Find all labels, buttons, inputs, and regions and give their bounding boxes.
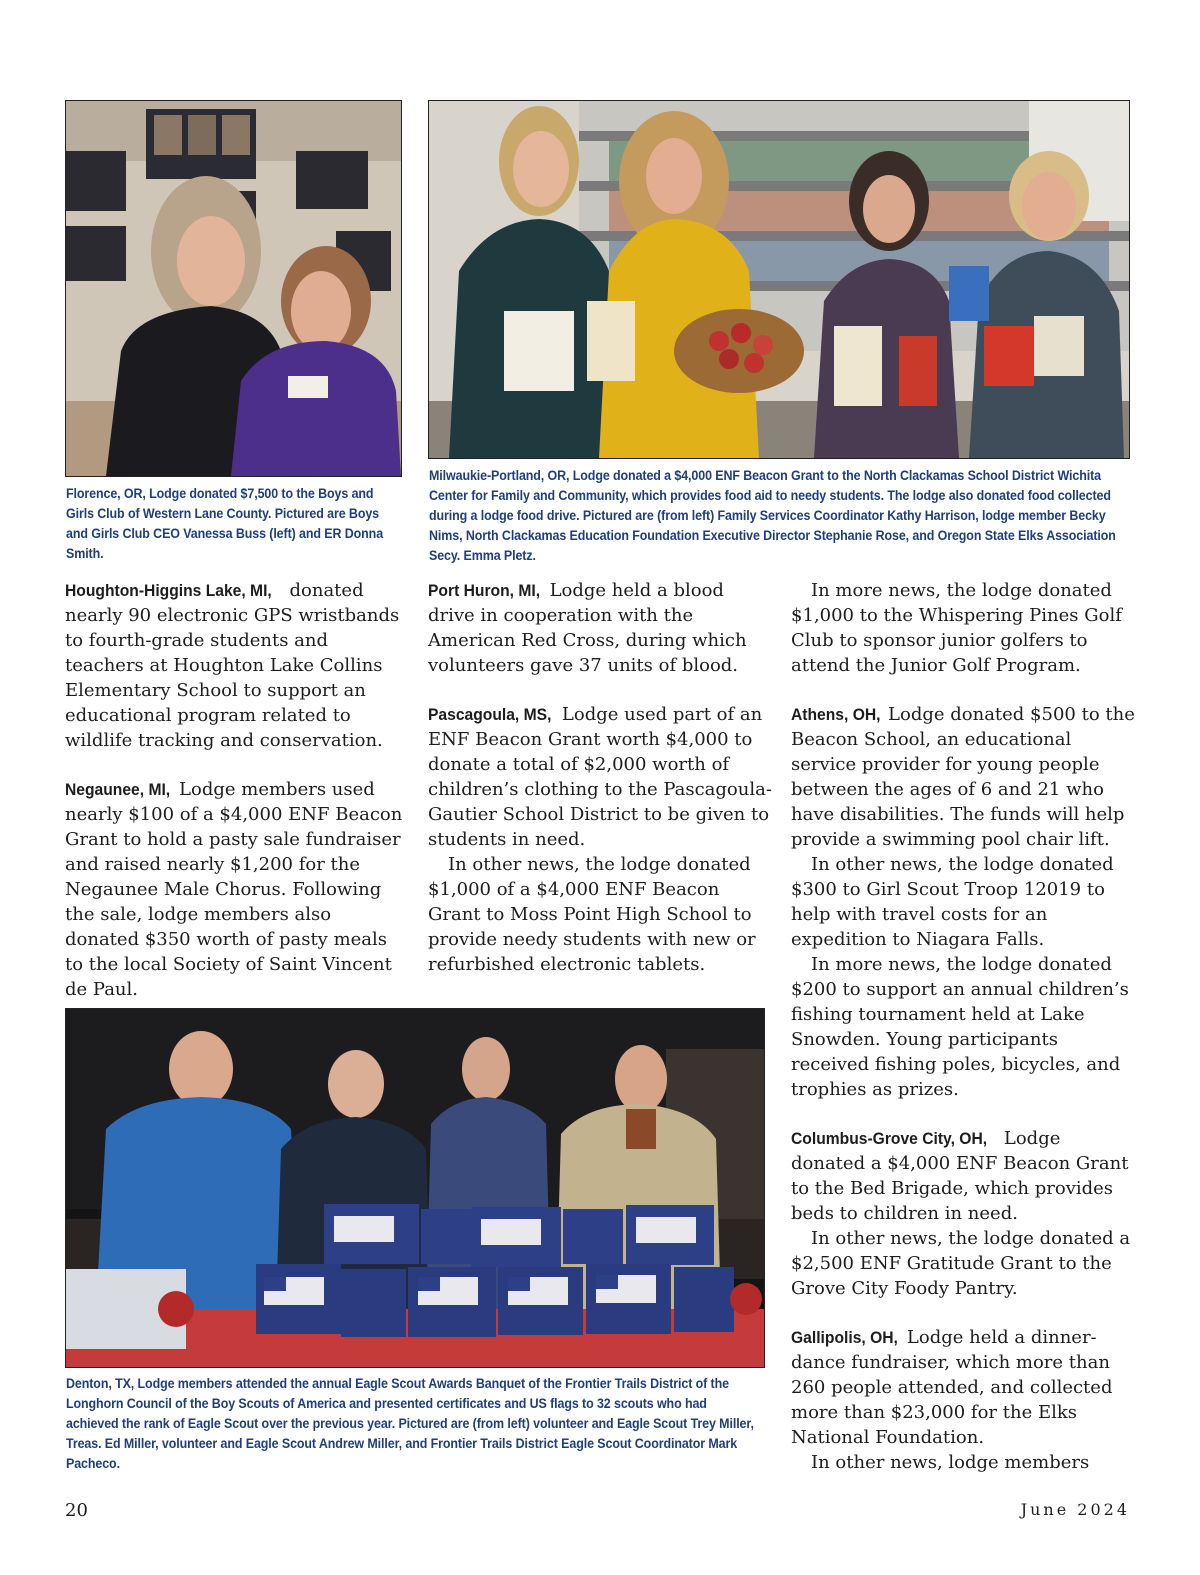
milwaukie-caption-place: Milwaukie-Portland, OR, (429, 468, 570, 483)
entry-paragraph (791, 1325, 1136, 1450)
entry-text: In other news, the lodge donated a $2,500 ENF Gratitude Grant to the Grove City Foody Pantry. (791, 1228, 1131, 1299)
entry-place: Athens, OH, (791, 705, 881, 724)
entry-paragraph (65, 777, 410, 1002)
florence-photo (65, 100, 402, 477)
entry-paragraph (428, 578, 773, 678)
denton-caption-place: Denton, TX, (66, 1376, 135, 1391)
issue-date: June 2024 (1020, 1500, 1130, 1519)
denton-photo (65, 1008, 765, 1368)
florence-caption-place: Florence, OR, (66, 486, 146, 501)
denton-caption (66, 1374, 759, 1474)
entry-text: In other news, the lodge donated $300 to Girl Scout Troop 12019 to help with travel costs for an expedition to Niagara Falls. (791, 854, 1114, 950)
entry-text: In other news, the lodge donated $1,000 of a $4,000 ENF Beacon Grant to Moss Point High School to provide needy students with new or refurbished electronic tablets. (428, 854, 756, 975)
entry-text: In more news, the lodge donated $200 to support an annual children’s fishing tournament held at Lake Snowden. Young participants received fishing poles, bicycles, and trophies as prizes. (791, 954, 1129, 1100)
column-middle (428, 578, 773, 1001)
entry-paragraph (428, 702, 773, 852)
entry-houghton-higgins-lake (65, 578, 410, 753)
entry-place: Pascagoula, MS, (428, 705, 552, 724)
entry-paragraph (791, 702, 1136, 852)
entry-text: Lodge donated a $4,000 ENF Beacon Grant to the Bed Brigade, which provides beds to children in need. (791, 1128, 1129, 1224)
entry-place: Houghton-Higgins Lake, MI, (65, 581, 272, 600)
milwaukie-caption (429, 466, 1127, 566)
entry-text: Lodge used part of an ENF Beacon Grant worth $4,000 to donate a total of $2,000 worth of children’s clothing to the Pascagoula-Gautier School District to be given to students in need. (428, 704, 772, 850)
florence-caption (66, 484, 401, 564)
entry-place: Gallipolis, OH, (791, 1328, 898, 1347)
column-right (791, 578, 1136, 1499)
entry-text: In more news, the lodge donated $1,000 to the Whispering Pines Golf Club to sponsor junior golfers to attend the Junior Golf Program. (791, 580, 1122, 676)
entry-place: Negaunee, MI, (65, 780, 171, 799)
entry-place: Columbus-Grove City, OH, (791, 1129, 988, 1148)
milwaukie-caption-text: Lodge donated a $4,000 ENF Beacon Grant to the North Clackamas School District Wichita Center for Family and Community, which provides food aid to needy students. The lodge also donated food collected during a lodge food drive. Pictured are (from left) Family Services Coordinator Kathy Harrison, lodge member Becky Nims, North Clackamas Education Foundation Executive Director Stephanie Rose, and Oregon State Elks Association Secy. Emma Pletz. (429, 468, 1116, 563)
florence-caption-text: Lodge donated $7,500 to the Boys and Girls Club of Western Lane County. Pictured are Boys and Girls Club CEO Vanessa Buss (left) and ER Donna Smith. (66, 486, 384, 561)
entry-text: Lodge donated $500 to the Beacon School, an educational service provider for young people between the ages of 6 and 21 who have disabilities. The funds will help provide a swimming pool chair lift. (791, 704, 1135, 850)
entry-negaunee (65, 777, 410, 1002)
milwaukie-photo (428, 100, 1130, 459)
entry-port-huron (428, 578, 773, 678)
entry-text: In other news, lodge members (811, 1452, 1090, 1473)
entry-athens (791, 702, 1136, 1102)
denton-caption-text: Lodge members attended the annual Eagle Scout Awards Banquet of the Frontier Trails District of the Longhorn Council of the Boy Scouts of America and presented certificates and US flags to 32 scouts who had achieved the rank of Eagle Scout over the previous year. Pictured are (from left) volunteer and Eagle Scout Trey Miller, Treas. Ed Miller, volunteer and Eagle Scout Andrew Miller, and Frontier Trails District Eagle Scout Coordinator Mark Pacheco. (66, 1376, 754, 1471)
entry-continued-golf (791, 578, 1136, 678)
column-left (65, 578, 410, 1026)
entry-place: Port Huron, MI, (428, 581, 541, 600)
entry-text: Lodge held a dinner-dance fundraiser, which more than 260 people attended, and collected more than $23,000 for the Elks National Foundation. (791, 1327, 1113, 1448)
entry-text: Lodge held a blood drive in cooperation with the American Red Cross, during which volunteers gave 37 units of blood. (428, 580, 747, 676)
entry-columbus-grove-city (791, 1126, 1136, 1301)
entry-text: donated nearly 90 electronic GPS wristbands to fourth-grade students and teachers at Houghton Lake Collins Elementary School to support an educational program related to wildlife tracking and conservation. (65, 580, 400, 751)
entry-pascagoula (428, 702, 773, 977)
page-number: 20 (65, 1500, 88, 1521)
entry-text: Lodge members used nearly $100 of a $4,000 ENF Beacon Grant to hold a pasty sale fundraiser and raised nearly $1,200 for the Negaunee Male Chorus. Following the sale, lodge members also donated $350 worth of pasty meals to the local Society of Saint Vincent de Paul. (65, 779, 403, 1000)
entry-paragraph (791, 1126, 1136, 1226)
entry-paragraph (65, 578, 410, 753)
entry-gallipolis (791, 1325, 1136, 1475)
